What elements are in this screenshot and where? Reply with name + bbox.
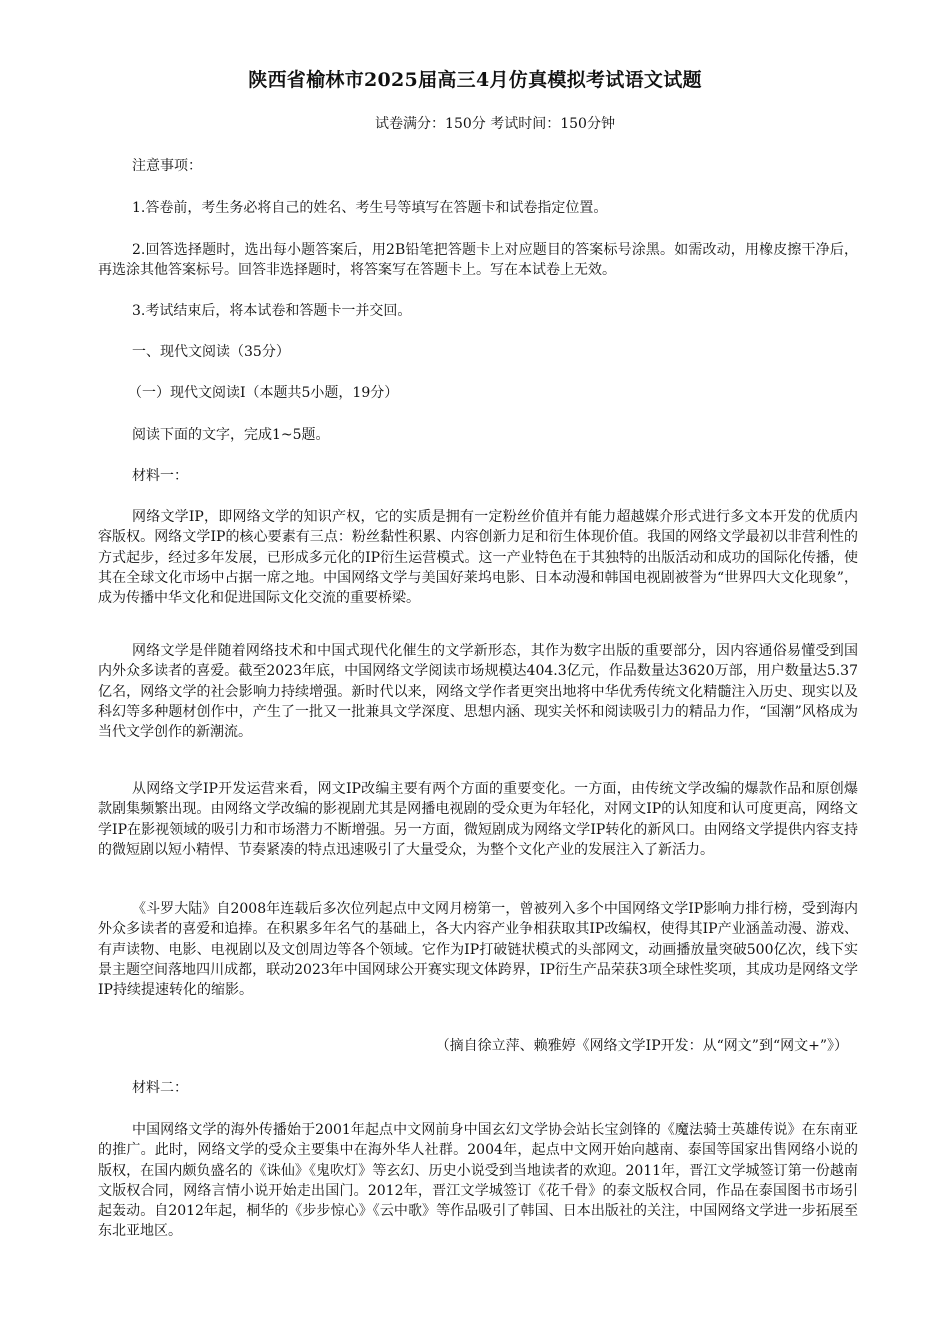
material-1-paragraph: 《斗罗大陆》自2008年连载后多次位列起点中文网月榜第一，曾被列入多个中国网络文学IP影响力排行榜，受到海内外众多读者的喜爱和追捧。在积累多年名气的基础上，各大内容产业争相获取其IP改编权，使得其IP产业涵盖动漫、游戏、有声读物、电影、电视剧以及文创周边等各个领域。它作为IP打破链状模式的头部网文，动画播放量突破500亿次，线下实景主题空间落地四川成都，联动2023年中国网球公开赛实现文体跨界，IP衍生产品荣获3项全球性奖项，其成功是网络文学IP持续提速转化的缩影。	[98, 901, 858, 999]
exam-title: 陕西省榆林市2025届高三4月仿真模拟考试语文试题	[248, 69, 702, 91]
material-2-label: 材料二：	[132, 1080, 188, 1096]
section-heading: 一、现代文阅读（35分）	[132, 344, 290, 360]
material-1-label: 材料一：	[132, 468, 188, 484]
material-1-paragraph: 从网络文学IP开发运营来看，网文IP改编主要有两个方面的重要变化。一方面，由传统文学改编的爆款作品和原创爆款剧集频繁出现。由网络文学改编的影视剧尤其是网播电视剧的受众更为年轻化，对网文IP的认知度和认可度更高，网络文学IP在影视领域的吸引力和市场潜力不断增强。另一方面，微短剧成为网络文学IP转化的新风口。由网络文学提供内容支持的微短剧以短小精悍、节奏紧凑的特点迅速吸引了大量受众，为整个文化产业的发展注入了新活力。	[98, 781, 858, 858]
notice-item-2: 2.回答选择题时，选出每小题答案后，用2B铅笔把答题卡上对应题目的答案标号涂黑。如需改动，用橡皮擦干净后，再选涂其他答案标号。回答非选择题时，将答案写在答题卡上。写在本试卷上无效。	[98, 242, 858, 279]
notice-heading: 注意事项：	[132, 158, 202, 174]
material-1-source: （摘自徐立萍、赖雅婷《网络文学IP开发：从“网文”到“网文+”》）	[435, 1038, 848, 1054]
notice-item-1: 1.答卷前，考生务必将自己的姓名、考生号等填写在答题卡和试卷指定位置。	[132, 200, 608, 216]
material-1-paragraph: 网络文学IP，即网络文学的知识产权，它的实质是拥有一定粉丝价值并有能力超越媒介形式进行多文本开发的优质内容版权。网络文学IP的核心要素有三点：粉丝黏性积累、内容创新力足和衍生体现价值。我国的网络文学最初以非营利性的方式起步，经过多年发展，已形成多元化的IP衍生运营模式。这一产业特色在于其独特的出版活动和成功的国际化传播，使其在全球文化市场中占据一席之地。中国网络文学与美国好莱坞电影、日本动漫和韩国电视剧被誉为“世界四大文化现象”，成为传播中华文化和促进国际文化交流的重要桥梁。	[98, 509, 858, 607]
notice-item-3: 3.考试结束后，将本试卷和答题卡一并交回。	[132, 303, 412, 319]
reading-instruction: 阅读下面的文字，完成1~5题。	[132, 427, 330, 443]
material-2-paragraph: 中国网络文学的海外传播始于2001年起点中文网前身中国玄幻文学协会站长宝剑锋的《魔法骑士英雄传说》在东南亚的推广。此时，网络文学的受众主要集中在海外华人社群。2004年，起点中文网开始向越南、泰国等国家出售网络小说的版权，在国内颇负盛名的《诛仙》《鬼吹灯》等玄幻、历史小说受到当地读者的欢迎。2011年，晋江文学城签订第一份越南文版权合同，网络言情小说开始走出国门。2012年，晋江文学城签订《花千骨》的泰文版权合同，作品在泰国图书市场引起轰动。自2012年起，桐华的《步步惊心》《云中歌》等作品吸引了韩国、日本出版社的关注，中国网络文学进一步拓展至东北亚地区。	[98, 1122, 858, 1240]
section-sub-heading: （一）现代文阅读Ⅰ（本题共5小题，19分）	[128, 385, 399, 401]
exam-subtitle: 试卷满分：150分 考试时间：150分钟	[375, 116, 615, 132]
material-1-paragraph: 网络文学是伴随着网络技术和中国式现代化催生的文学新形态，其作为数字出版的重要部分，因内容通俗易懂受到国内外众多读者的喜爱。截至2023年底，中国网络文学阅读市场规模达404.3亿元，作品数量达3620万部，用户数量达5.37亿名，网络文学的社会影响力持续增强。新时代以来，网络文学作者更突出地将中华优秀传统文化精髓注入历史、现实以及科幻等多种题材创作中，产生了一批又一批兼具文学深度、思想内涵、现实关怀和阅读吸引力的精品力作，“国潮”风格成为当代文学创作的新潮流。	[98, 643, 858, 741]
